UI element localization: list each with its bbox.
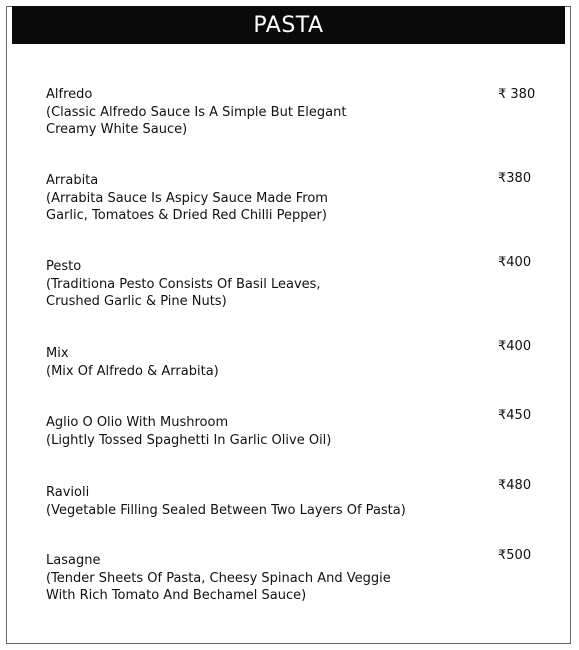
item-description-line: (Tender Sheets Of Pasta, Cheesy Spinach And Veggie	[46, 570, 391, 586]
item-price: ₹380	[498, 171, 532, 186]
item-name: Aglio O Olio With Mushroom	[46, 415, 229, 430]
menu-item	[46, 552, 536, 605]
item-price: ₹400	[498, 339, 532, 354]
item-name: Mix	[46, 346, 69, 361]
item-price: ₹400	[498, 255, 532, 270]
menu-item	[46, 86, 536, 139]
item-description-line: Garlic, Tomatoes & Dried Red Chilli Pepper)	[46, 208, 327, 223]
item-description-line: With Rich Tomato And Bechamel Sauce)	[46, 588, 307, 603]
section-title: PASTA	[253, 12, 324, 38]
item-name: Ravioli	[46, 485, 90, 500]
item-description-line: (Vegetable Filling Sealed Between Two Layers Of Pasta)	[46, 502, 406, 518]
item-price: ₹500	[498, 548, 532, 563]
menu-item	[46, 345, 536, 380]
item-description-line: Crushed Garlic & Pine Nuts)	[46, 294, 227, 309]
item-name: Pesto	[46, 259, 82, 274]
item-description-line: Creamy White Sauce)	[46, 122, 188, 137]
item-description-line: (Mix Of Alfredo & Arrabita)	[46, 363, 219, 379]
item-price: ₹ 380	[498, 87, 536, 102]
menu-item	[46, 414, 536, 449]
item-price: ₹480	[498, 478, 532, 493]
item-name: Arrabita	[46, 173, 99, 188]
item-name: Lasagne	[46, 553, 101, 568]
item-name: Alfredo	[46, 87, 93, 102]
item-description-line: (Lightly Tossed Spaghetti In Garlic Olive Oil)	[46, 432, 332, 448]
item-description-line: (Classic Alfredo Sauce Is A Simple But Elegant	[46, 104, 347, 120]
menu-item	[46, 484, 536, 519]
item-price: ₹450	[498, 408, 532, 423]
item-description-line: (Traditiona Pesto Consists Of Basil Leaves,	[46, 276, 321, 292]
item-description-line: (Arrabita Sauce Is Aspicy Sauce Made From	[46, 190, 328, 206]
menu-item	[46, 258, 536, 311]
menu-item	[46, 172, 536, 225]
